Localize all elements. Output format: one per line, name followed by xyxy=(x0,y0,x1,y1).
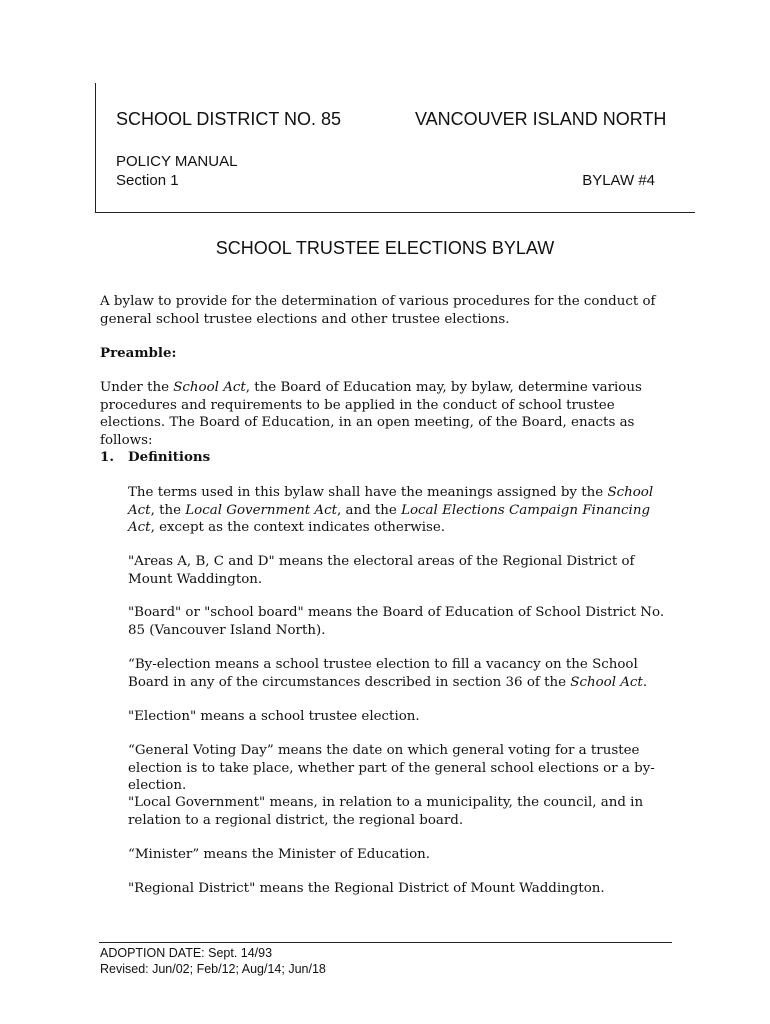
footer-rule xyxy=(99,942,672,943)
definition-election: "Election" means a school trustee election. xyxy=(128,709,420,724)
definition-regional-district: "Regional District" means the Regional District of Mount Waddington. xyxy=(128,881,605,896)
header-box xyxy=(95,83,695,213)
revised-dates: Revised: Jun/02; Feb/12; Aug/14; Jun/18 xyxy=(100,962,326,976)
district-name: SCHOOL DISTRICT NO. 85 xyxy=(116,109,342,129)
policy-manual-label: POLICY MANUAL xyxy=(116,153,238,170)
terms-local-government-act: Local Government Act xyxy=(185,502,337,518)
page-title: SCHOOL TRUSTEE ELECTIONS BYLAW xyxy=(215,238,555,258)
definition-local-government: "Local Government" means, in relation to a municipality, the council, and in relation to a regional district, the regional board. xyxy=(128,795,644,828)
section-label: Section 1 xyxy=(116,172,179,189)
preamble-heading: Preamble: xyxy=(100,345,177,361)
definitions-terms xyxy=(128,484,673,537)
preamble-school-act: School Act xyxy=(173,380,246,395)
definitions-heading: Definitions xyxy=(128,449,211,465)
terms-text-a: The terms used in this bylaw shall have the meanings assigned by the xyxy=(128,485,608,500)
terms-school-act: School Act xyxy=(128,485,654,518)
by-election-school-act: School Act xyxy=(570,674,643,690)
definitions-number: 1. xyxy=(100,449,114,465)
definition-board: "Board" or "school board" means the Board of Education of School District No. 85 (Vancouver Island North). xyxy=(128,605,665,638)
definition-general-voting-day: “General Voting Day” means the date on which general voting for a trustee election is to take place, whether part of the general school elections or a by-election. xyxy=(128,743,655,793)
terms-campaign-financing-act: Local Elections Campaign Financing Act xyxy=(128,502,651,535)
by-election-text-a: “By-election means a school trustee election to fill a vacancy on the School Board in any of the circumstances described in section 36 of the xyxy=(128,657,638,690)
preamble-paragraph xyxy=(100,379,670,449)
preamble-text-a: Under the xyxy=(100,380,174,395)
preamble-text-b: , the Board of Education may, by bylaw, determine various procedures and requirements to be applied in the conduct of school trustee elections. The Board of Education, in an open meeting, of the Board, enacts as follows: xyxy=(100,380,642,448)
region-name: VANCOUVER ISLAND NORTH xyxy=(415,109,667,129)
definition-by-election xyxy=(128,656,673,691)
definition-minister: “Minister” means the Minister of Education. xyxy=(128,847,431,862)
terms-text-b: , the xyxy=(150,502,186,518)
adoption-date: ADOPTION DATE: Sept. 14/93 xyxy=(100,946,273,960)
definition-areas: "Areas A, B, C and D" means the electoral areas of the Regional District of Mount Waddington. xyxy=(128,554,635,587)
by-election-text-b: . xyxy=(642,674,648,690)
bylaw-number: BYLAW #4 xyxy=(582,172,655,189)
terms-text-d: , except as the context indicates otherwise. xyxy=(150,520,446,535)
terms-text-c: , and the xyxy=(336,502,402,518)
intro-paragraph: A bylaw to provide for the determination of various procedures for the conduct of general school trustee elections and other trustee elections. xyxy=(100,294,656,327)
